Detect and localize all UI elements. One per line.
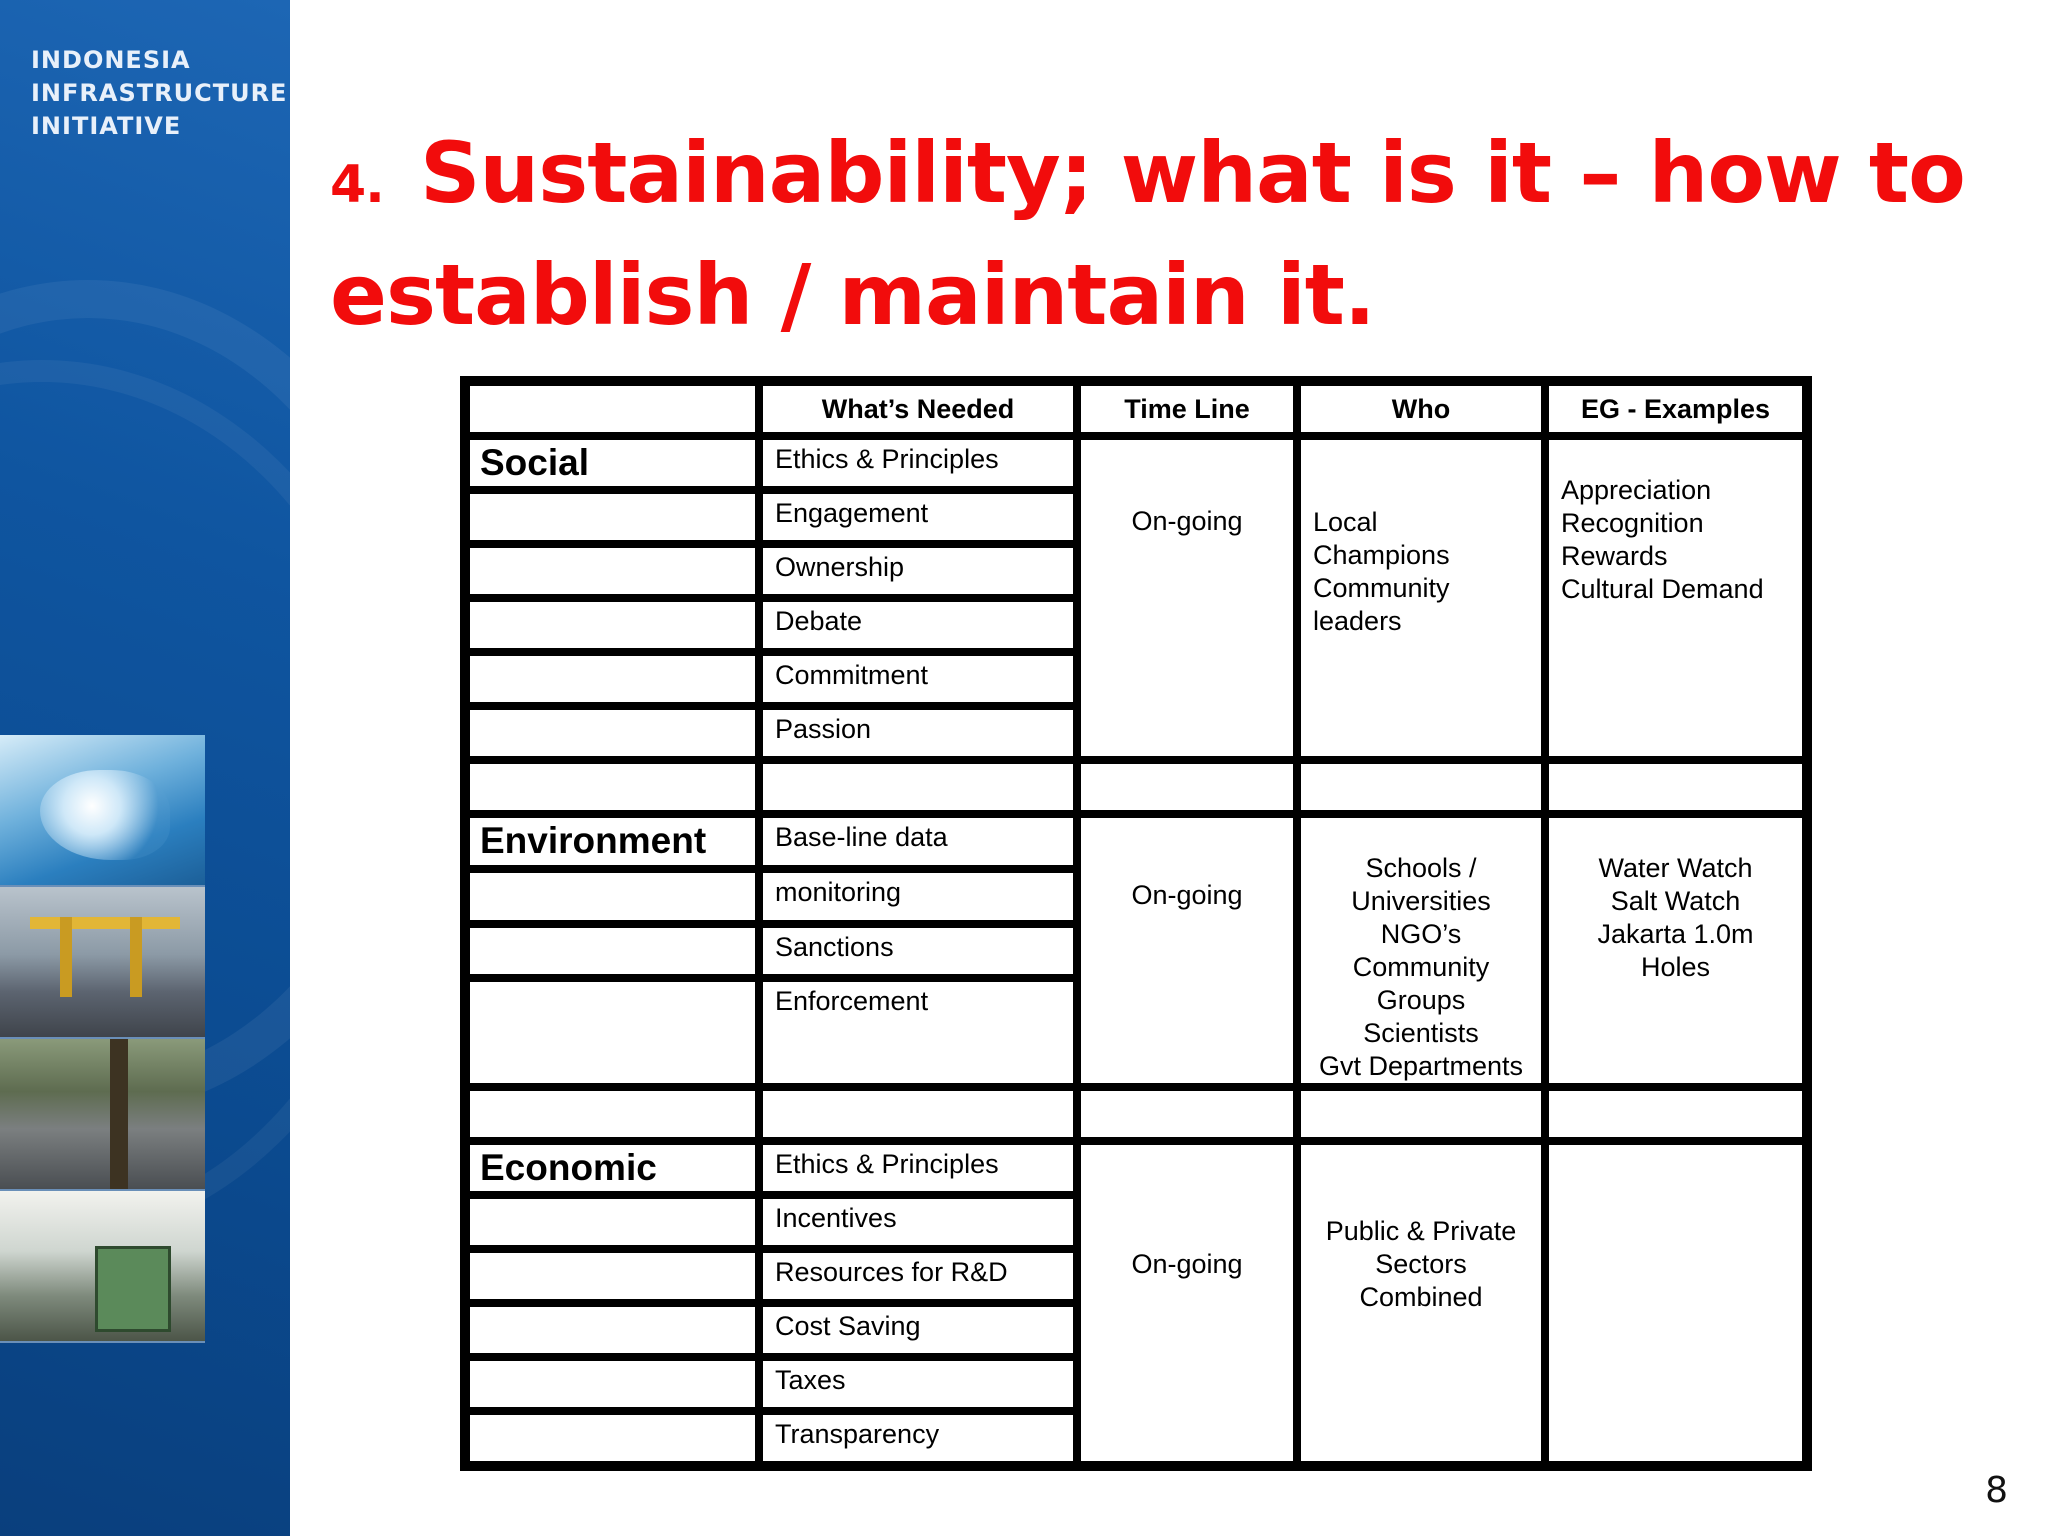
header-examples: EG - Examples bbox=[1545, 382, 1806, 436]
who-line: Combined bbox=[1359, 1282, 1483, 1312]
need-cell: Enforcement bbox=[759, 978, 1077, 1087]
economic-examples bbox=[1545, 1141, 1806, 1465]
header-time-line: Time Line bbox=[1077, 382, 1297, 436]
need-cell: Debate bbox=[759, 598, 1077, 652]
example-line: Salt Watch bbox=[1610, 886, 1741, 916]
example-line: Rewards bbox=[1561, 541, 1668, 571]
who-line: Sectors bbox=[1375, 1249, 1467, 1279]
logo-line: INFRASTRUCTURE bbox=[31, 79, 288, 107]
category-economic: Economic bbox=[466, 1141, 759, 1195]
need-cell: Resources for R&D bbox=[759, 1249, 1077, 1303]
empty-cell bbox=[1545, 760, 1806, 814]
need-cell: Cost Saving bbox=[759, 1303, 1077, 1357]
social-who bbox=[1297, 436, 1545, 760]
slide-title bbox=[330, 118, 2030, 350]
empty-cell bbox=[466, 598, 759, 652]
social-examples bbox=[1545, 436, 1806, 760]
port-cranes-photo bbox=[0, 887, 205, 1039]
category-environment: Environment bbox=[466, 814, 759, 869]
who-line: Schools / bbox=[1365, 853, 1477, 883]
title-line-1: Sustainability; what is it – how to bbox=[419, 124, 1965, 222]
empty-cell bbox=[466, 924, 759, 979]
sidebar-panel bbox=[0, 0, 290, 1536]
need-cell: monitoring bbox=[759, 869, 1077, 924]
economic-who bbox=[1297, 1141, 1545, 1465]
who-line: Public & Private bbox=[1325, 1216, 1517, 1246]
header-whats-needed: What’s Needed bbox=[759, 382, 1077, 436]
environment-who bbox=[1297, 814, 1545, 1087]
empty-cell bbox=[1545, 1087, 1806, 1141]
empty-cell bbox=[1297, 1087, 1545, 1141]
empty-cell bbox=[466, 706, 759, 760]
empty-cell bbox=[466, 760, 759, 814]
environment-timeline: On-going bbox=[1077, 814, 1297, 1087]
table-row bbox=[466, 814, 1806, 869]
empty-cell bbox=[466, 1411, 759, 1465]
empty-cell bbox=[466, 1195, 759, 1249]
who-line: Community bbox=[1352, 952, 1490, 982]
need-cell: Incentives bbox=[759, 1195, 1077, 1249]
spacer-row bbox=[466, 760, 1806, 814]
table-row bbox=[466, 436, 1806, 490]
table-row bbox=[466, 1141, 1806, 1195]
empty-cell bbox=[466, 652, 759, 706]
header-who: Who bbox=[1297, 382, 1545, 436]
who-line: Champions bbox=[1313, 540, 1450, 570]
need-cell: Commitment bbox=[759, 652, 1077, 706]
need-cell: Ethics & Principles bbox=[759, 1141, 1077, 1195]
title-line-2: establish / maintain it. bbox=[330, 246, 1375, 344]
empty-cell bbox=[466, 490, 759, 544]
logo-line: INITIATIVE bbox=[31, 112, 182, 140]
need-cell: Taxes bbox=[759, 1357, 1077, 1411]
table-header-row bbox=[466, 382, 1806, 436]
empty-cell bbox=[1297, 760, 1545, 814]
environment-examples bbox=[1545, 814, 1806, 1087]
need-cell: Transparency bbox=[759, 1411, 1077, 1465]
page-number: 8 bbox=[1985, 1470, 2008, 1511]
who-line: Groups bbox=[1376, 985, 1466, 1015]
economic-timeline: On-going bbox=[1077, 1141, 1297, 1465]
empty-cell bbox=[466, 1249, 759, 1303]
highway-traffic-photo bbox=[0, 1039, 205, 1191]
need-cell: Sanctions bbox=[759, 924, 1077, 979]
title-number: 4. bbox=[330, 155, 384, 215]
example-line: Water Watch bbox=[1598, 853, 1753, 883]
photo-strip bbox=[0, 735, 205, 1343]
who-line: Community bbox=[1313, 573, 1450, 603]
example-line: Appreciation bbox=[1561, 475, 1712, 505]
commuter-train-photo bbox=[0, 1191, 205, 1343]
logo-line: INDONESIA bbox=[31, 46, 191, 74]
empty-cell bbox=[466, 978, 759, 1087]
empty-cell bbox=[466, 544, 759, 598]
header-cell-blank bbox=[466, 382, 759, 436]
example-line: Recognition bbox=[1561, 508, 1704, 538]
organization-logo bbox=[31, 44, 287, 143]
need-cell: Base-line data bbox=[759, 814, 1077, 869]
example-line: Cultural Demand bbox=[1561, 574, 1764, 604]
who-line: Local bbox=[1313, 507, 1378, 537]
who-line: Universities bbox=[1351, 886, 1491, 916]
empty-cell bbox=[759, 1087, 1077, 1141]
need-cell: Ownership bbox=[759, 544, 1077, 598]
who-line: NGO’s bbox=[1380, 919, 1462, 949]
empty-cell bbox=[466, 1357, 759, 1411]
example-line: Holes bbox=[1640, 952, 1711, 982]
spacer-row bbox=[466, 1087, 1806, 1141]
empty-cell bbox=[466, 869, 759, 924]
water-splash-photo bbox=[0, 735, 205, 887]
need-cell: Ethics & Principles bbox=[759, 436, 1077, 490]
need-cell: Engagement bbox=[759, 490, 1077, 544]
empty-cell bbox=[1077, 1087, 1297, 1141]
sustainability-table bbox=[460, 376, 1812, 1471]
who-line: Scientists bbox=[1363, 1018, 1479, 1048]
empty-cell bbox=[466, 1087, 759, 1141]
category-social: Social bbox=[466, 436, 759, 490]
empty-cell bbox=[466, 1303, 759, 1357]
example-line: Jakarta 1.0m bbox=[1597, 919, 1754, 949]
empty-cell bbox=[759, 760, 1077, 814]
empty-cell bbox=[1077, 760, 1297, 814]
who-line: Gvt Departments bbox=[1318, 1051, 1524, 1081]
who-line: leaders bbox=[1313, 606, 1402, 636]
need-cell: Passion bbox=[759, 706, 1077, 760]
social-timeline: On-going bbox=[1077, 436, 1297, 760]
